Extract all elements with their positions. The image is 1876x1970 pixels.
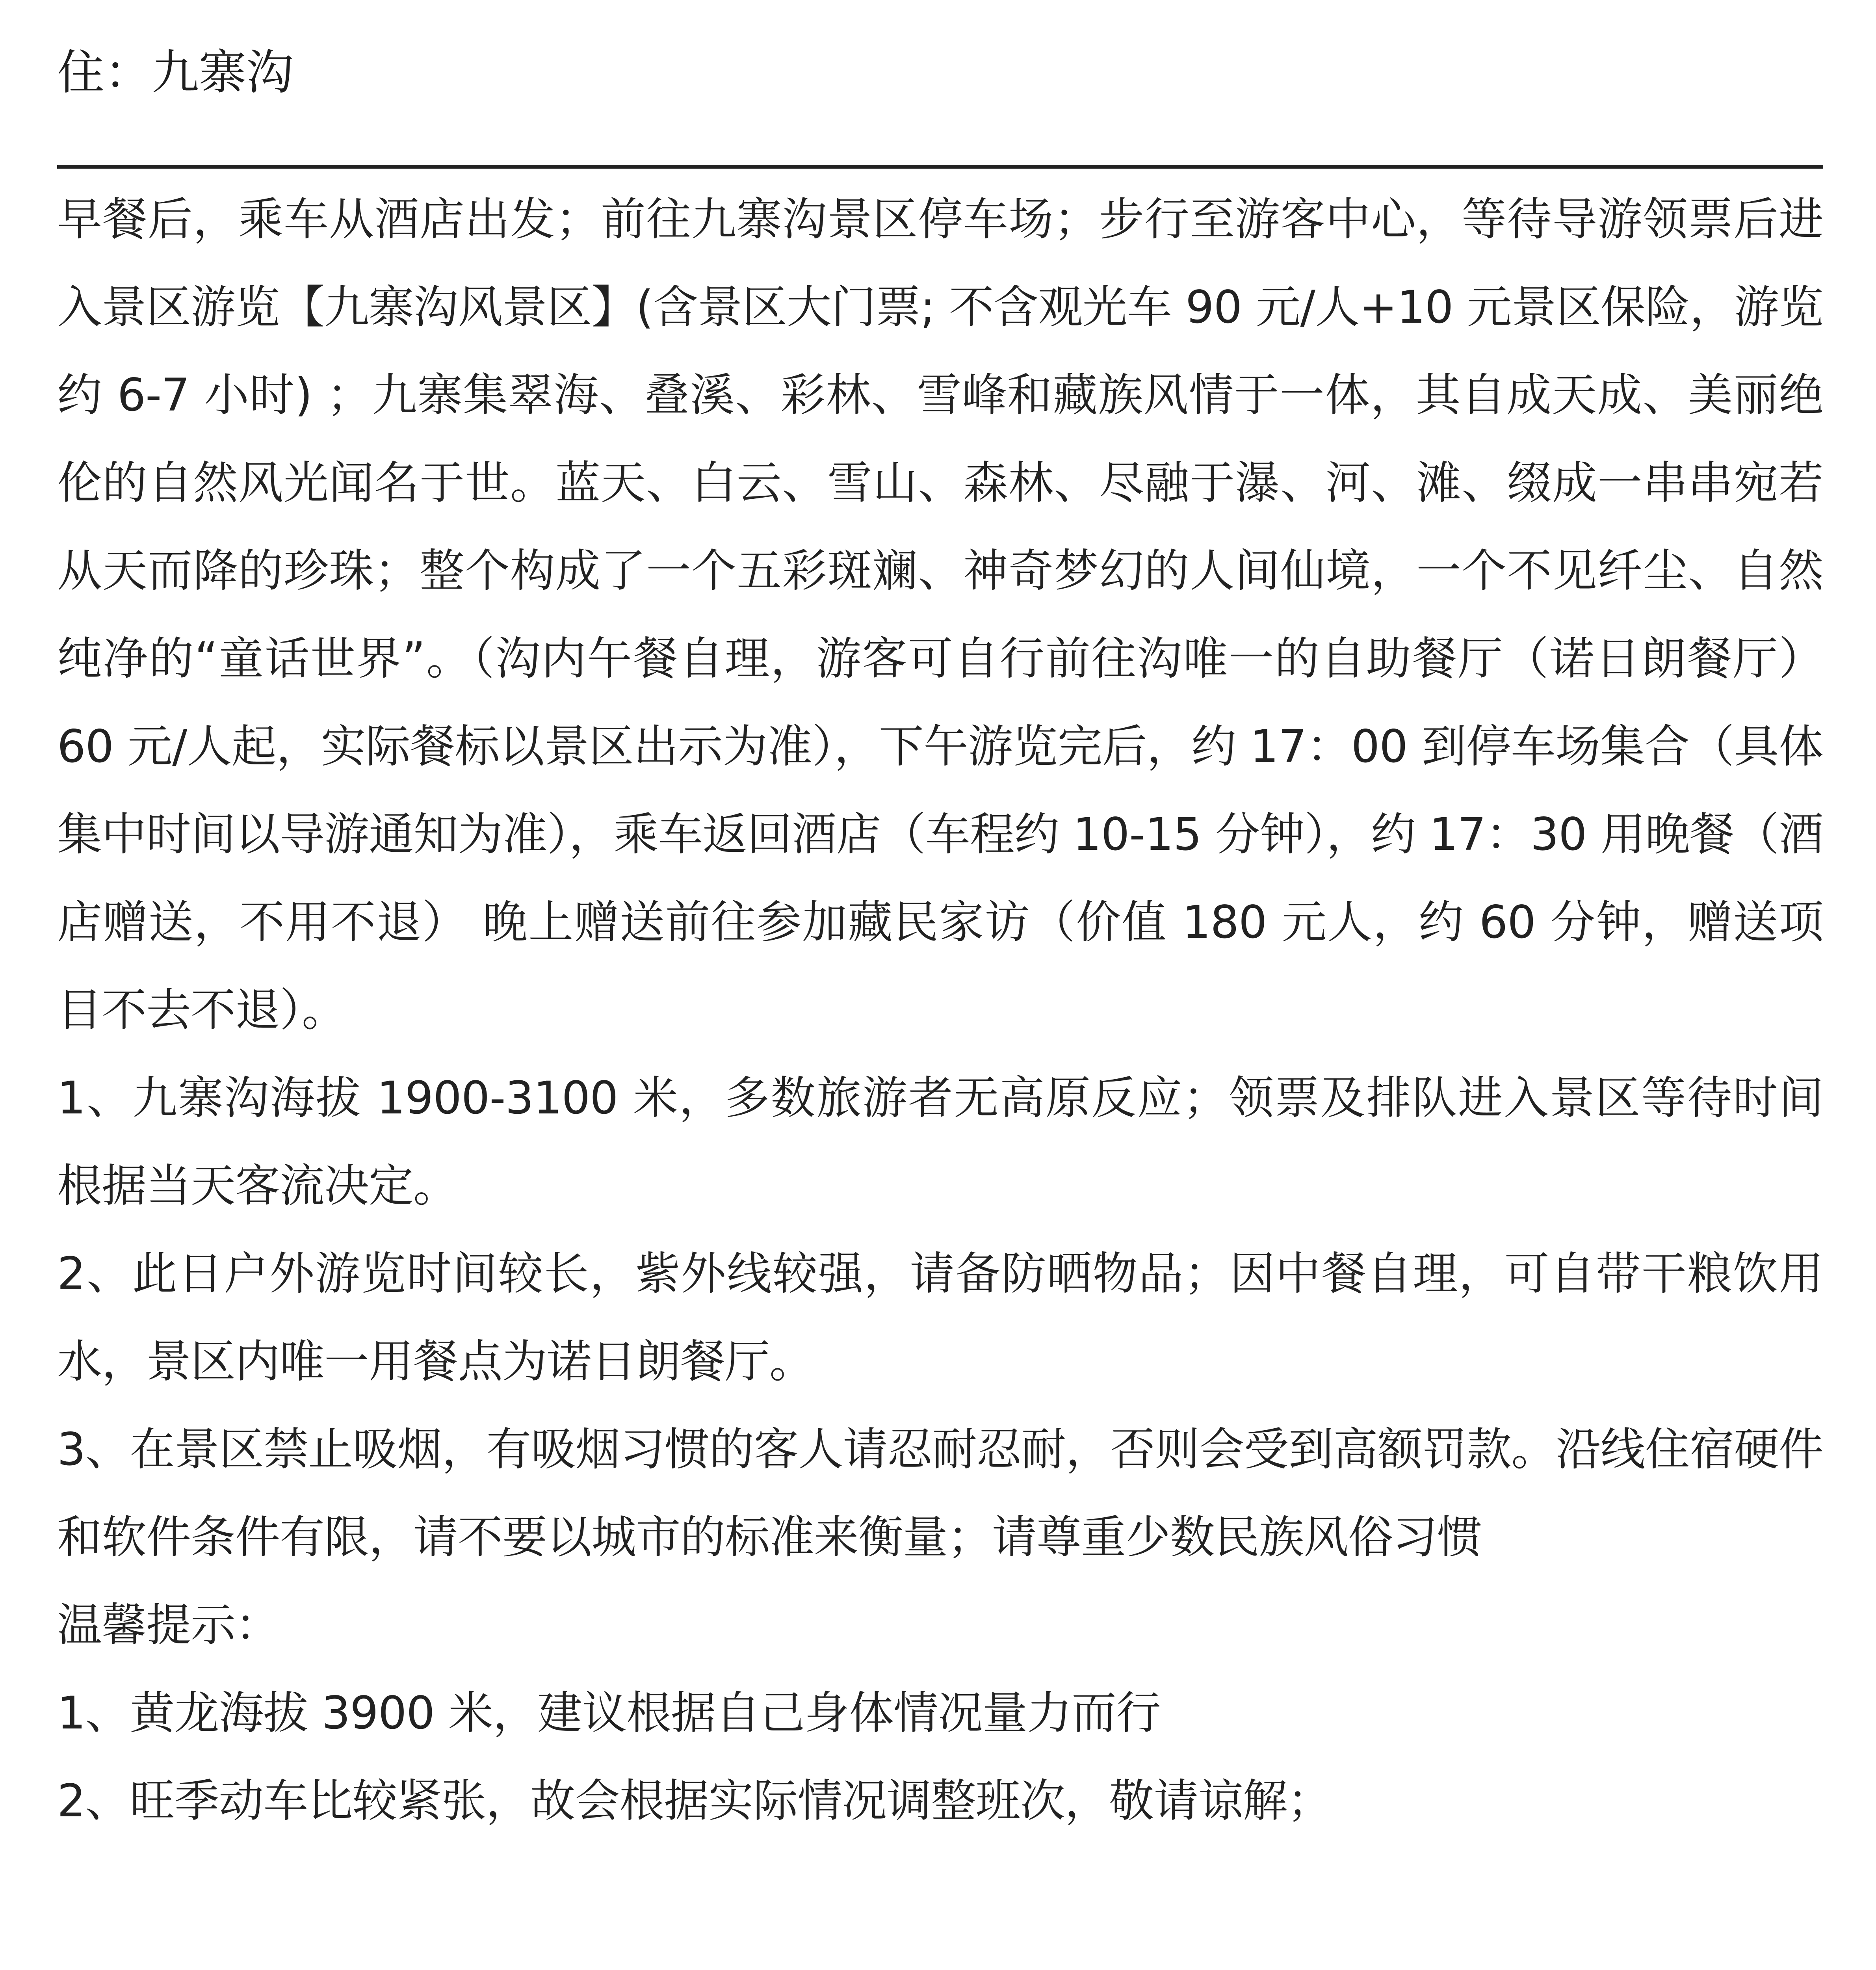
description-paragraph: 早餐后，乘车从酒店出发；前往九寨沟景区停车场；步行至游客中心，等待导游领票后进入景区游览【九寨沟风景区】(含景区大门票; 不含观光车 90 元/人+10 元景区保险，游览约 6-7 小时) ；九寨集翠海、叠溪、彩林、雪峰和藏族风情于一体，其自成天成、美丽绝伦的自然风光闻名于世。蓝天、白云、雪山、森林、尽融于瀑、河、滩、缀成一串串宛若从天而降的珍珠；整个构成了一个五彩斑斓、神奇梦幻的人间仙境，一个不见纤尘、自然纯净的“童话世界”。（沟内午餐自理，游客可自行前往沟唯一的自助餐厅（诺日朗餐厅）60 元/人起，实际餐标以景区出示为准），下午游览完后，约 17：00 到停车场集合（具体集中时间以导游通知为准），乘车返回酒店（车程约 10-15 分钟），约 17：30 用晚餐（酒店赠送，不用不退） 晚上赠送前往参加藏民家访（价值 180 元人，约 60 分钟，赠送项目不去不退）。: [57, 193, 1823, 1036]
divider: [57, 165, 1823, 169]
note-2: 2、此日户外游览时间较长，紫外线较强，请备防晒物品；因中餐自理，可自带干粮饮用水，景区内唯一用餐点为诺日朗餐厅。: [57, 1247, 1823, 1388]
note-1: 1、九寨沟海拔 1900-3100 米，多数旅游者无高原反应；领票及排队进入景区等待时间根据当天客流决定。: [57, 1072, 1823, 1212]
tips-heading: 温馨提示：: [57, 1599, 280, 1651]
tip-2: 2、旺季动车比较紧张，故会根据实际情况调整班次，敬请谅解；: [57, 1775, 1332, 1827]
day-description: [57, 175, 1823, 1845]
note-3: 3、在景区禁止吸烟，有吸烟习惯的客人请忍耐忍耐，否则会受到高额罚款。沿线住宿硬件和软件条件有限，请不要以城市的标准来衡量；请尊重少数民族风俗习惯: [57, 1423, 1823, 1563]
accommodation-line: 住：九寨沟: [57, 45, 293, 100]
tip-1: 1、黄龙海拔 3900 米，建议根据自己身体情况量力而行: [57, 1687, 1161, 1739]
